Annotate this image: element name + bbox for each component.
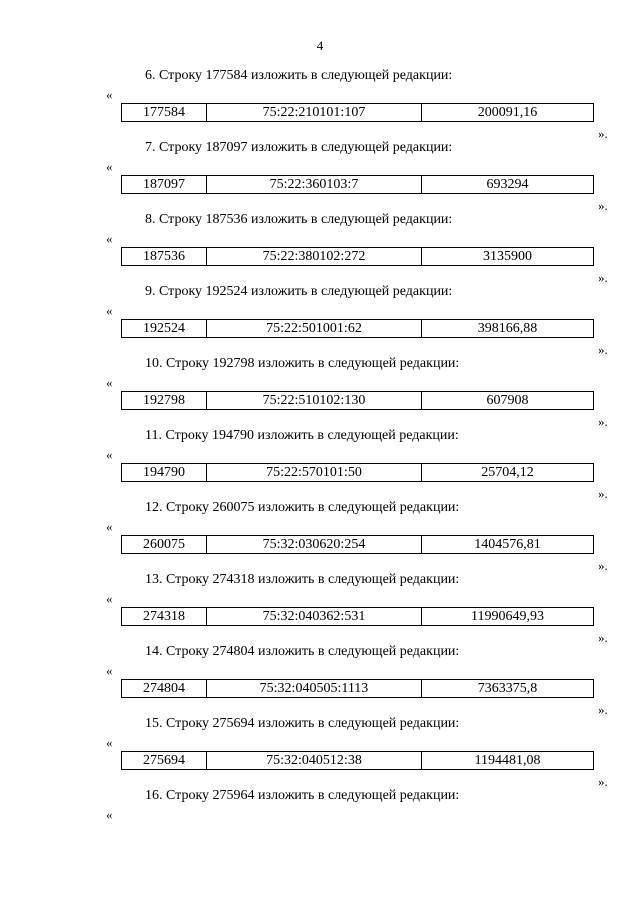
amended-row-table (121, 103, 594, 122)
amendment-item (0, 284, 640, 356)
row-number-cell: 192524 (122, 320, 207, 338)
amendment-item (0, 644, 640, 716)
value-cell: 11990649,93 (422, 608, 594, 626)
closing-quote: ». (598, 702, 608, 717)
value-cell: 3135900 (422, 248, 594, 266)
cadastral-number-cell: 75:22:510102:130 (207, 392, 422, 410)
closing-quote: ». (598, 270, 608, 285)
amendment-item (0, 68, 640, 140)
opening-quote: « (106, 231, 113, 246)
amendment-item (0, 572, 640, 644)
amendment-instruction: 8. Строку 187536 изложить в следующей редакции: (145, 212, 453, 227)
cadastral-number-cell: 75:22:501001:62 (207, 320, 422, 338)
row-number-cell: 260075 (122, 536, 207, 554)
amendment-instruction: 13. Строку 274318 изложить в следующей редакции: (145, 572, 460, 587)
cadastral-number-cell: 75:32:040505:1113 (207, 680, 422, 698)
amended-row-table (121, 679, 594, 698)
amendment-instruction: 10. Строку 192798 изложить в следующей редакции: (145, 356, 460, 371)
amendment-instruction: 6. Строку 177584 изложить в следующей редакции: (145, 68, 453, 83)
cadastral-number-cell: 75:22:380102:272 (207, 248, 422, 266)
table-row (122, 608, 594, 626)
closing-quote: ». (598, 558, 608, 573)
amended-row-table (121, 247, 594, 266)
value-cell: 607908 (422, 392, 594, 410)
row-number-cell: 187097 (122, 176, 207, 194)
row-number-cell: 187536 (122, 248, 207, 266)
row-number-cell: 274804 (122, 680, 207, 698)
amendment-item (0, 140, 640, 212)
value-cell: 693294 (422, 176, 594, 194)
closing-quote: ». (598, 630, 608, 645)
closing-quote: ». (598, 486, 608, 501)
opening-quote: « (106, 87, 113, 102)
closing-quote: ». (598, 126, 608, 141)
opening-quote: « (106, 807, 113, 822)
row-number-cell: 194790 (122, 464, 207, 482)
table-row (122, 248, 594, 266)
opening-quote: « (106, 159, 113, 174)
value-cell: 1404576,81 (422, 536, 594, 554)
amendment-item (0, 356, 640, 428)
table-row (122, 392, 594, 410)
amended-row-table (121, 535, 594, 554)
table-row (122, 464, 594, 482)
row-number-cell: 177584 (122, 104, 207, 122)
cadastral-number-cell: 75:22:360103:7 (207, 176, 422, 194)
cadastral-number-cell: 75:32:040512:38 (207, 752, 422, 770)
amended-row-table (121, 751, 594, 770)
closing-quote: ». (598, 198, 608, 213)
amendment-instruction: 11. Строку 194790 изложить в следующей редакции: (145, 428, 459, 443)
page-number: 4 (316, 38, 324, 53)
table-row (122, 320, 594, 338)
row-number-cell: 275694 (122, 752, 207, 770)
document-body (0, 68, 640, 860)
cadastral-number-cell: 75:22:570101:50 (207, 464, 422, 482)
amendment-instruction: 16. Строку 275964 изложить в следующей редакции: (145, 788, 460, 803)
value-cell: 7363375,8 (422, 680, 594, 698)
opening-quote: « (106, 735, 113, 750)
amended-row-table (121, 319, 594, 338)
amended-row-table (121, 463, 594, 482)
opening-quote: « (106, 663, 113, 678)
opening-quote: « (106, 375, 113, 390)
closing-quote: ». (598, 414, 608, 429)
amendment-item (0, 500, 640, 572)
table-row (122, 680, 594, 698)
row-number-cell: 274318 (122, 608, 207, 626)
value-cell: 200091,16 (422, 104, 594, 122)
table-row (122, 104, 594, 122)
table-row (122, 176, 594, 194)
amendment-instruction: 15. Строку 275694 изложить в следующей редакции: (145, 716, 460, 731)
cadastral-number-cell: 75:32:030620:254 (207, 536, 422, 554)
amended-row-table (121, 391, 594, 410)
opening-quote: « (106, 303, 113, 318)
amended-row-table (121, 607, 594, 626)
closing-quote: ». (598, 342, 608, 357)
cadastral-number-cell: 75:32:040362:531 (207, 608, 422, 626)
amendment-instruction: 7. Строку 187097 изложить в следующей редакции: (145, 140, 453, 155)
amendment-item (0, 716, 640, 788)
table-row (122, 536, 594, 554)
table-row (122, 752, 594, 770)
amendment-instruction: 12. Строку 260075 изложить в следующей редакции: (145, 500, 460, 515)
amendment-item (0, 428, 640, 500)
value-cell: 398166,88 (422, 320, 594, 338)
value-cell: 25704,12 (422, 464, 594, 482)
opening-quote: « (106, 519, 113, 534)
opening-quote: « (106, 591, 113, 606)
amendment-instruction: 14. Строку 274804 изложить в следующей редакции: (145, 644, 460, 659)
value-cell: 1194481,08 (422, 752, 594, 770)
amendment-instruction: 9. Строку 192524 изложить в следующей редакции: (145, 284, 453, 299)
amendment-item (0, 212, 640, 284)
opening-quote: « (106, 447, 113, 462)
amended-row-table (121, 175, 594, 194)
amendment-item (0, 788, 640, 860)
row-number-cell: 192798 (122, 392, 207, 410)
closing-quote: ». (598, 774, 608, 789)
cadastral-number-cell: 75:22:210101:107 (207, 104, 422, 122)
